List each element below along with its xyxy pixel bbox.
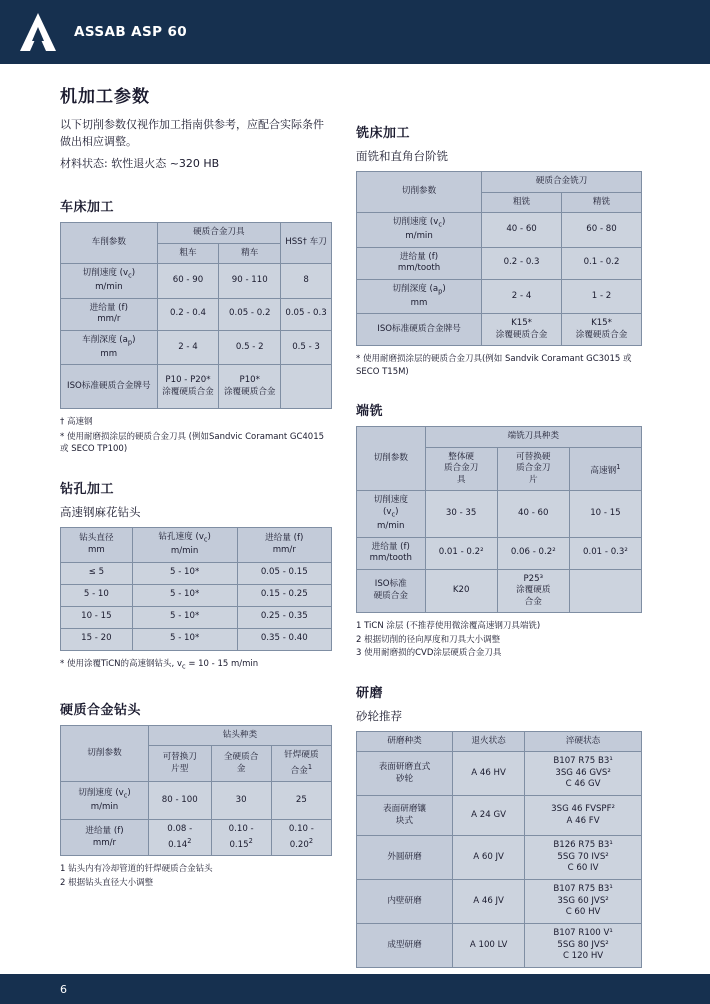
- right-column: [356, 82, 642, 1001]
- cell: [281, 365, 332, 409]
- cell: [569, 569, 641, 613]
- cell: 3SG 46 FVSPF² A 46 FV: [525, 796, 642, 836]
- cell: 0.08 - 0.14$^2$: [148, 820, 211, 856]
- cell: 0.10 - 0.15$^2$: [211, 820, 271, 856]
- page-footer: [0, 974, 710, 1004]
- table-row: [61, 527, 332, 562]
- table-row: [61, 330, 332, 365]
- turning-row-label-feed: 进给量 (f) mm/r: [61, 298, 158, 330]
- cell: K20: [425, 569, 497, 613]
- section-turning-heading: 车床加工: [60, 200, 115, 215]
- end-milling-note-3: 3 使用耐磨损的CVD涂层硬质合金刀具: [356, 648, 502, 659]
- table-row: [61, 606, 332, 628]
- cell: 成型研磨: [357, 924, 453, 968]
- cell: 2 - 4: [157, 330, 219, 365]
- drilling-note: * 使用涂覆TiCN的高速钢钻头, $v_c = 10 - 15$ m/min: [60, 658, 259, 671]
- drilling-subheading: 高速钢麻花钻头: [60, 504, 141, 519]
- table-row: [61, 628, 332, 650]
- turning-row-label-speed: 切削速度 $(v_c)$ m/min: [61, 264, 158, 299]
- cell: 60 - 90: [157, 264, 219, 299]
- carbide-drill-row-label-speed: 切削速度 $(v_c)$ m/min: [61, 782, 149, 820]
- milling-row-label-feed: 进给量 (f) mm/tooth: [357, 247, 482, 279]
- turning-row-label-iso: ISO标准硬质合金牌号: [61, 365, 158, 409]
- cell: 5 - 10: [61, 584, 133, 606]
- cell: 0.35 - 0.40: [237, 628, 331, 650]
- table-row: [61, 562, 332, 584]
- header-title: ASSAB ASP 60: [74, 24, 188, 40]
- cell: 0.05 - 0.3: [281, 298, 332, 330]
- cell: 5 - 10*: [132, 562, 237, 584]
- page-title: 机加工参数: [60, 87, 150, 107]
- end-milling-note-1: 1 TiCN 涂层 (不推荐使用微涂覆高速钢刀具端铣): [356, 621, 541, 632]
- milling-table: [356, 171, 642, 346]
- end-milling-type-1: 整体硬 质合金刀 具: [425, 447, 497, 491]
- grinding-header-hardened: 淬硬状态: [525, 731, 642, 752]
- cell: A 46 JV: [453, 880, 525, 924]
- section-drilling-heading: 钻孔加工: [60, 481, 115, 497]
- table-row: [357, 279, 642, 314]
- section-grinding-heading: 研磨: [356, 685, 384, 701]
- end-milling-note-2: 2 根据切削的径向厚度和刀具大小调整: [356, 634, 501, 645]
- page-content: [0, 64, 710, 974]
- page-header: [0, 0, 710, 64]
- cell: 8: [281, 264, 332, 299]
- end-milling-header-tool: 端铣刀具种类: [425, 427, 641, 448]
- cell: 90 - 110: [219, 264, 281, 299]
- carbide-drill-type-3: 钎焊硬质 合金$^1$: [271, 746, 331, 782]
- end-milling-table: [356, 426, 642, 613]
- grinding-table: [356, 731, 642, 969]
- end-milling-type-3: 高速钢$^1$: [569, 447, 641, 491]
- cell: 30 - 35: [425, 491, 497, 537]
- table-row: [357, 537, 642, 569]
- cell: A 60 JV: [453, 836, 525, 880]
- cell: A 100 LV: [453, 924, 525, 968]
- table-row: [357, 314, 642, 346]
- milling-row-label-speed: 切削速度 $(v_c)$ m/min: [357, 213, 482, 248]
- cell: 0.1 - 0.2: [562, 247, 642, 279]
- carbide-drill-type-2: 全硬质合 金: [211, 746, 271, 782]
- cell: 0.10 - 0.20$^2$: [271, 820, 331, 856]
- drilling-header-speed: 钻孔速度 $(v_c)$ m/min: [132, 527, 237, 562]
- milling-row-label-iso: ISO标准硬质合金牌号: [357, 314, 482, 346]
- turning-sub-rough: 粗车: [157, 243, 219, 264]
- end-milling-type-2: 可替换硬 质合金刀 片: [497, 447, 569, 491]
- cell: 外圆研磨: [357, 836, 453, 880]
- table-row: [357, 924, 642, 968]
- cell: 0.06 - 0.2²: [497, 537, 569, 569]
- cell: 表面研磨镶 块式: [357, 796, 453, 836]
- cell: 25: [271, 782, 331, 820]
- grinding-header-annealed: 退火状态: [453, 731, 525, 752]
- cell: 表面研磨直式 砂轮: [357, 752, 453, 796]
- end-milling-row-label-speed: 切削速度 $(v_c)$ m/min: [357, 491, 426, 537]
- drilling-header-diameter: 钻头直径 mm: [61, 527, 133, 562]
- turning-note-1: † 高速钢: [60, 417, 93, 428]
- page-number: 6: [60, 982, 67, 996]
- milling-row-label-depth: 切削深度 $(a_p)$ mm: [357, 279, 482, 314]
- cell: 60 - 80: [562, 213, 642, 248]
- carbide-drill-row-label-feed: 进给量 (f) mm/r: [61, 820, 149, 856]
- intro-text: 以下切削参数仅视作加工指南供参考，应配合实际条件做出相应调整。: [60, 118, 324, 148]
- end-milling-row-label-iso: ISO标准 硬质合金: [357, 569, 426, 613]
- cell: 0.25 - 0.35: [237, 606, 331, 628]
- turning-header-hss: HSS† 车刀: [281, 223, 332, 264]
- cell: 5 - 10*: [132, 584, 237, 606]
- table-row: [357, 731, 642, 752]
- cell: 5 - 10*: [132, 628, 237, 650]
- table-row: [61, 782, 332, 820]
- cell: 40 - 60: [482, 213, 562, 248]
- cell: 15 - 20: [61, 628, 133, 650]
- cell: K15* 涂覆硬质合金: [562, 314, 642, 346]
- grinding-header-type: 研磨种类: [357, 731, 453, 752]
- milling-subheading: 面铣和直角台阶铣: [356, 149, 448, 163]
- milling-sub-finish: 精铣: [562, 192, 642, 213]
- cell: 40 - 60: [497, 491, 569, 537]
- section-carbide-drill-heading: 硬质合金钻头: [60, 702, 142, 718]
- carbide-drill-note-1: 1 钻头内有冷却管道的钎焊硬质合金钻头: [60, 864, 213, 875]
- cell: 80 - 100: [148, 782, 211, 820]
- table-row: [357, 172, 642, 193]
- cell: 30: [211, 782, 271, 820]
- cell: B126 R75 B3¹ 5SG 70 IVS² C 60 IV: [525, 836, 642, 880]
- cell: 0.2 - 0.3: [482, 247, 562, 279]
- cell: 0.01 - 0.3²: [569, 537, 641, 569]
- cell: 0.01 - 0.2²: [425, 537, 497, 569]
- turning-note-2: * 使用耐磨损涂层的硬质合金刀具 (例如Sandvic Coramant GC4015 或 SECO TP100): [60, 431, 325, 455]
- cell: 1 - 2: [562, 279, 642, 314]
- turning-row-label-depth: 车削深度 $(a_p)$ mm: [61, 330, 158, 365]
- drilling-table: [60, 527, 332, 651]
- table-row: [357, 213, 642, 248]
- cell: 5 - 10*: [132, 606, 237, 628]
- milling-header-tool: 硬质合金铣刀: [482, 172, 642, 193]
- turning-table: [60, 222, 332, 409]
- grinding-subheading: 砂轮推荐: [356, 708, 402, 723]
- milling-header-param: 切削参数: [357, 172, 482, 213]
- left-column: [60, 82, 332, 1001]
- table-row: [357, 880, 642, 924]
- milling-note: * 使用耐磨损涂层的硬质合金刀具(例如 Sandvik Coramant GC3015 或 SECO T15M): [356, 354, 632, 377]
- cell: 0.15 - 0.25: [237, 584, 331, 606]
- turning-header-param: 车削参数: [61, 223, 158, 264]
- cell: B107 R75 B3¹ 3SG 60 JVS² C 60 HV: [525, 880, 642, 924]
- carbide-drill-header-type: 钻头种类: [148, 725, 331, 746]
- carbide-drill-note-2: 2 根据钻头直径大小调整: [60, 877, 154, 888]
- drilling-header-feed: 进给量 (f) mm/r: [237, 527, 331, 562]
- table-row: [357, 247, 642, 279]
- cell: A 24 GV: [453, 796, 525, 836]
- turning-sub-finish: 精车: [219, 243, 281, 264]
- table-row: [357, 796, 642, 836]
- cell: ≤ 5: [61, 562, 133, 584]
- milling-sub-rough: 粗铣: [482, 192, 562, 213]
- cell: P25³ 涂覆硬质 合金: [497, 569, 569, 613]
- cell: 0.2 - 0.4: [157, 298, 219, 330]
- end-milling-row-label-feed: 进给量 (f) mm/tooth: [357, 537, 426, 569]
- table-row: [61, 725, 332, 746]
- carbide-drill-type-1: 可替换刀 片型: [148, 746, 211, 782]
- cell: 10 - 15: [569, 491, 641, 537]
- table-row: [61, 820, 332, 856]
- material-state-text: 材料状态: 软性退火态 ~320 HB: [60, 157, 220, 170]
- table-row: [61, 223, 332, 244]
- cell: B107 R75 B3¹ 3SG 46 GVS² C 46 GV: [525, 752, 642, 796]
- cell: 0.5 - 2: [219, 330, 281, 365]
- table-row: [357, 569, 642, 613]
- table-row: [61, 365, 332, 409]
- table-row: [357, 752, 642, 796]
- assab-logo-icon: [18, 11, 58, 53]
- table-row: [61, 584, 332, 606]
- cell: 内壁研磨: [357, 880, 453, 924]
- turning-header-carbide: 硬质合金刀具: [157, 223, 281, 244]
- cell: P10* 涂覆硬质合金: [219, 365, 281, 409]
- end-milling-header-param: 切削参数: [357, 427, 426, 491]
- cell: P10 - P20* 涂覆硬质合金: [157, 365, 219, 409]
- cell: K15* 涂覆硬质合金: [482, 314, 562, 346]
- cell: A 46 HV: [453, 752, 525, 796]
- carbide-drill-header-param: 切削参数: [61, 725, 149, 781]
- cell: 10 - 15: [61, 606, 133, 628]
- cell: 0.5 - 3: [281, 330, 332, 365]
- table-row: [357, 491, 642, 537]
- cell: 0.05 - 0.2: [219, 298, 281, 330]
- table-row: [61, 298, 332, 330]
- table-row: [357, 427, 642, 448]
- cell: 2 - 4: [482, 279, 562, 314]
- cell: B107 R100 V¹ 5SG 80 JVS² C 120 HV: [525, 924, 642, 968]
- section-end-milling-heading: 端铣: [356, 404, 384, 420]
- carbide-drill-table: [60, 725, 332, 856]
- table-row: [357, 836, 642, 880]
- table-row: [61, 264, 332, 299]
- section-milling-heading: 铣床加工: [356, 126, 411, 141]
- cell: 0.05 - 0.15: [237, 562, 331, 584]
